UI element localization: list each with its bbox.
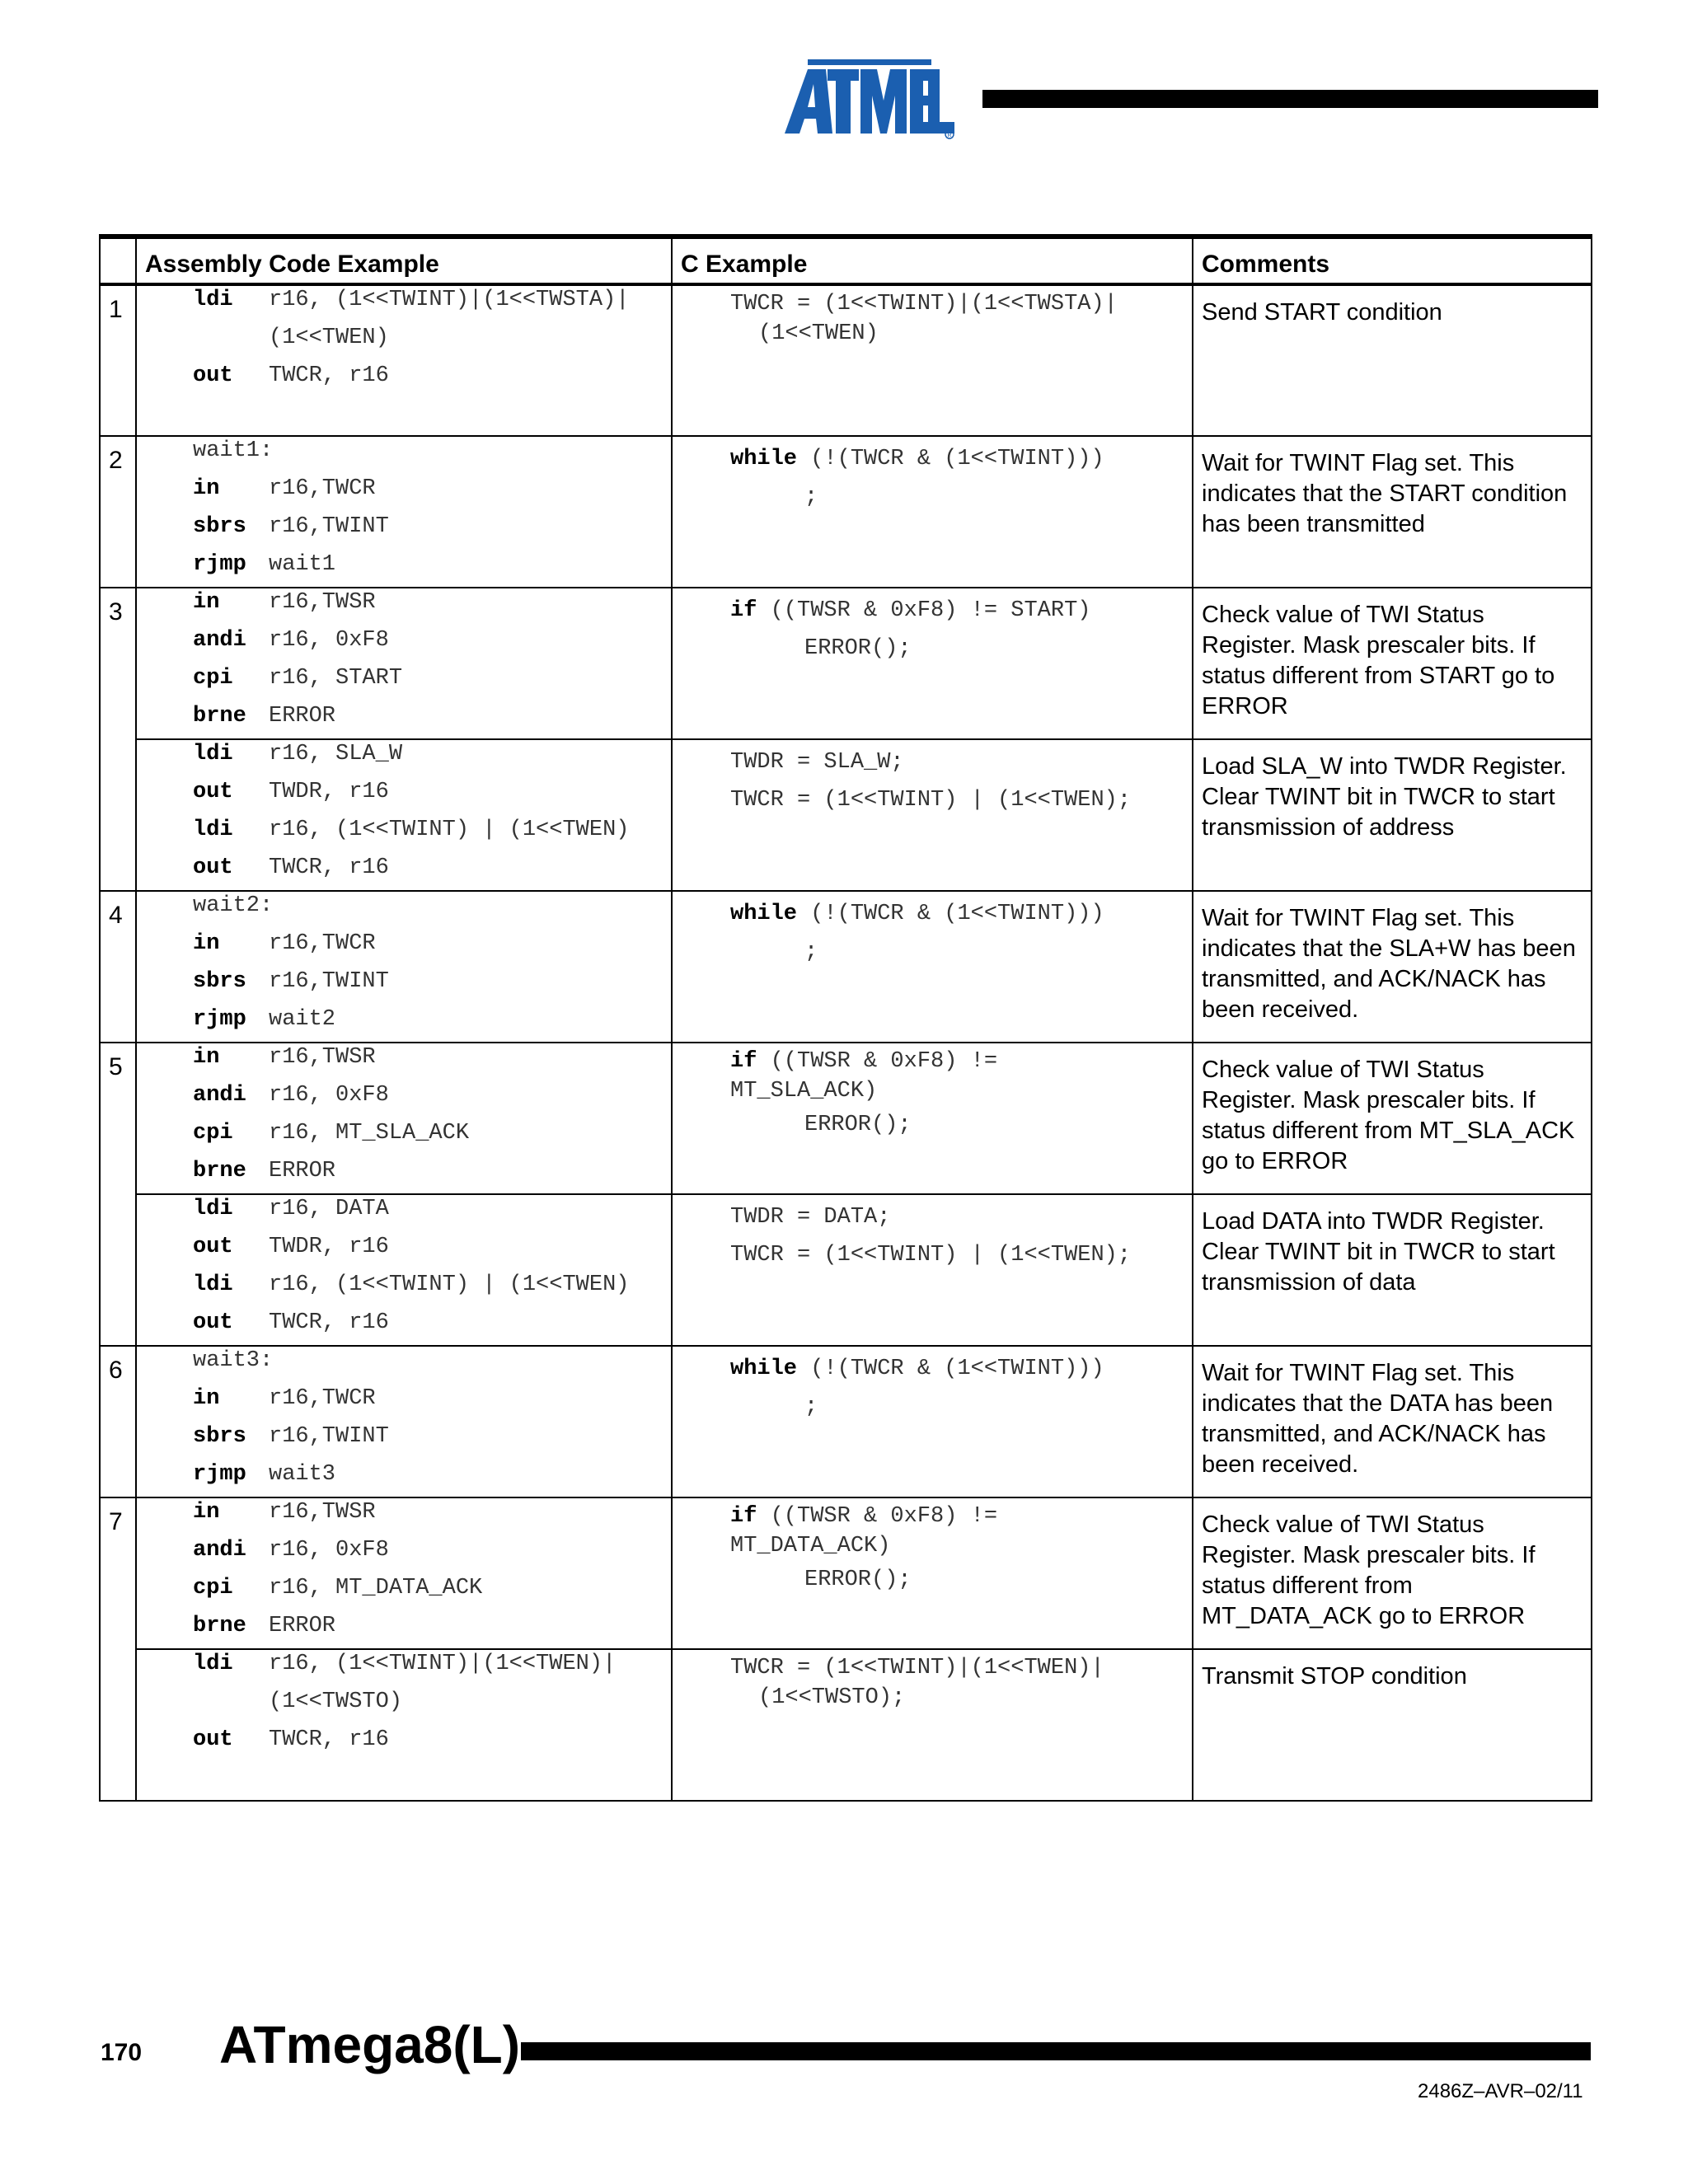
assembly-line xyxy=(137,508,671,546)
document-title: ATmega8(L) xyxy=(219,2015,521,2074)
c-code-line xyxy=(673,1498,1192,1531)
assembly-line xyxy=(137,773,671,811)
assembly-operands: (1<<TWSTO) xyxy=(269,1690,403,1714)
assembly-operands: r16,TWCR xyxy=(269,476,376,501)
c-code-line xyxy=(673,892,1192,933)
assembly-mnemonic: in xyxy=(193,1045,220,1070)
c-code-line xyxy=(673,933,1192,971)
assembly-mnemonic: ldi xyxy=(193,1272,233,1297)
c-keyword: while xyxy=(730,902,798,926)
c-code-text: ; xyxy=(804,940,818,964)
c-code-text: ERROR(); xyxy=(804,636,912,661)
footer-rule xyxy=(521,2042,1591,2060)
assembly-mnemonic: cpi xyxy=(193,1121,233,1146)
c-code-text: (!(TWCR & (1<<TWINT))) xyxy=(797,902,1104,926)
step-number: 2 xyxy=(100,436,136,588)
comment-cell: Wait for TWINT Flag set. This indicates that the SLA+W has been transmitted, and ACK/NACK has been received. xyxy=(1193,891,1592,1043)
step-number: 4 xyxy=(100,891,136,1043)
assembly-line xyxy=(137,1683,671,1721)
assembly-operands: r16, (1<<TWINT) | (1<<TWEN) xyxy=(269,1272,630,1297)
assembly-operands: wait2 xyxy=(269,1007,336,1032)
assembly-mnemonic: in xyxy=(193,476,220,501)
assembly-line xyxy=(137,735,671,773)
c-code-line xyxy=(673,588,1192,630)
assembly-line xyxy=(137,357,671,395)
c-code-cell xyxy=(672,436,1193,588)
step-number: 5 xyxy=(100,1043,136,1194)
assembly-mnemonic: rjmp xyxy=(193,1007,246,1032)
c-code-line xyxy=(673,1650,1192,1683)
assembly-operands: wait1 xyxy=(269,552,336,577)
c-code-text: ; xyxy=(804,1394,818,1419)
assembly-operands: r16, MT_SLA_ACK xyxy=(269,1121,470,1146)
table-row xyxy=(100,1649,1592,1801)
c-code-text: MT_DATA_ACK) xyxy=(730,1534,891,1558)
c-code-text: ERROR(); xyxy=(804,1113,912,1137)
table-row xyxy=(100,1043,1592,1194)
svg-text:R: R xyxy=(947,133,952,138)
document-code: 2486Z–AVR–02/11 xyxy=(1418,2080,1583,2102)
assembly-mnemonic: out xyxy=(193,780,233,804)
assembly-operands: ERROR xyxy=(269,704,336,729)
assembly-line xyxy=(137,319,671,357)
assembly-mnemonic: in xyxy=(193,1386,220,1411)
assembly-mnemonic: ldi xyxy=(193,1197,233,1221)
c-keyword: if xyxy=(730,598,757,623)
table-row xyxy=(100,739,1592,891)
comment-cell: Wait for TWINT Flag set. This indicates that the DATA has been transmitted, and ACK/NACK has been received. xyxy=(1193,1346,1592,1497)
c-keyword: if xyxy=(730,1049,757,1074)
c-code-line xyxy=(673,478,1192,516)
assembly-operands: r16,TWSR xyxy=(269,590,376,615)
assembly-line xyxy=(137,1228,671,1266)
c-keyword: if xyxy=(730,1504,757,1529)
assembly-line xyxy=(137,583,671,621)
c-code-line xyxy=(673,1195,1192,1236)
assembly-code-cell xyxy=(136,284,672,436)
assembly-operands: TWCR, r16 xyxy=(269,1727,389,1752)
assembly-line xyxy=(137,1266,671,1304)
atmel-logo xyxy=(775,58,956,140)
assembly-line xyxy=(137,470,671,508)
comment-cell: Wait for TWINT Flag set. This indicates that the START condition has been transmitted xyxy=(1193,436,1592,588)
step-number xyxy=(100,1649,136,1801)
header-rule xyxy=(982,90,1598,108)
c-code-cell xyxy=(672,1497,1193,1649)
assembly-code-cell xyxy=(136,1649,672,1801)
c-code-line xyxy=(673,1043,1192,1076)
table-row xyxy=(100,1497,1592,1649)
assembly-operands: r16, MT_DATA_ACK xyxy=(269,1576,483,1601)
table-row xyxy=(100,891,1592,1043)
table-row xyxy=(100,588,1592,739)
step-number xyxy=(100,739,136,891)
assembly-code-cell xyxy=(136,588,672,739)
assembly-code-cell xyxy=(136,739,672,891)
c-keyword: while xyxy=(730,1357,798,1381)
c-code-line xyxy=(673,1236,1192,1274)
assembly-operands: ERROR xyxy=(269,1159,336,1183)
c-code-text: TWCR = (1<<TWINT)|(1<<TWEN)| xyxy=(730,1656,1104,1680)
assembly-operands: ERROR xyxy=(269,1614,336,1638)
assembly-line xyxy=(137,963,671,1001)
c-keyword: while xyxy=(730,447,798,471)
step-number: 1 xyxy=(100,284,136,436)
comment-cell: Transmit STOP condition xyxy=(1193,1649,1592,1801)
comment-cell: Check value of TWI Status Register. Mask prescaler bits. If status different from START go to ERROR xyxy=(1193,588,1592,739)
assembly-label: wait3: xyxy=(193,1348,274,1373)
assembly-operands: wait3 xyxy=(269,1462,336,1487)
c-code-text: TWCR = (1<<TWINT) | (1<<TWEN); xyxy=(730,1243,1132,1268)
c-code-text: (!(TWCR & (1<<TWINT))) xyxy=(797,1357,1104,1381)
assembly-line xyxy=(137,1114,671,1152)
c-code-text: (1<<TWEN) xyxy=(758,321,879,346)
header-c: C Example xyxy=(672,237,1193,284)
assembly-mnemonic: cpi xyxy=(193,1576,233,1601)
assembly-code-cell xyxy=(136,1346,672,1497)
assembly-line xyxy=(137,1418,671,1455)
assembly-line xyxy=(137,621,671,659)
assembly-mnemonic: out xyxy=(193,1310,233,1335)
assembly-line xyxy=(137,281,671,319)
assembly-operands: TWCR, r16 xyxy=(269,363,389,388)
c-code-text: (1<<TWSTO); xyxy=(758,1685,906,1710)
c-code-cell xyxy=(672,891,1193,1043)
comment-cell: Check value of TWI Status Register. Mask prescaler bits. If status different from MT_SLA_ACK go to ERROR xyxy=(1193,1043,1592,1194)
assembly-mnemonic: rjmp xyxy=(193,552,246,577)
assembly-line xyxy=(137,1569,671,1607)
c-code-text: (!(TWCR & (1<<TWINT))) xyxy=(797,447,1104,471)
assembly-operands: r16,TWCR xyxy=(269,931,376,956)
c-code-cell xyxy=(672,588,1193,739)
c-code-line xyxy=(673,1561,1192,1599)
assembly-line xyxy=(137,887,671,925)
assembly-mnemonic: andi xyxy=(193,1083,246,1108)
c-code-cell xyxy=(672,1346,1193,1497)
twi-code-table xyxy=(99,234,1592,1802)
assembly-operands: TWDR, r16 xyxy=(269,780,389,804)
comment-cell: Send START condition xyxy=(1193,284,1592,436)
step-number: 7 xyxy=(100,1497,136,1649)
assembly-line xyxy=(137,1038,671,1076)
assembly-line xyxy=(137,1076,671,1114)
assembly-operands: r16,TWSR xyxy=(269,1500,376,1525)
assembly-mnemonic: in xyxy=(193,1500,220,1525)
c-code-line xyxy=(673,1388,1192,1426)
assembly-mnemonic: out xyxy=(193,855,233,880)
c-code-text: ((TWSR & 0xF8) != xyxy=(757,1049,998,1074)
c-code-cell xyxy=(672,1194,1193,1346)
assembly-operands: (1<<TWEN) xyxy=(269,326,389,350)
assembly-line xyxy=(137,1304,671,1342)
c-code-line xyxy=(673,740,1192,781)
c-code-text: ERROR(); xyxy=(804,1568,912,1592)
assembly-line xyxy=(137,1001,671,1038)
assembly-mnemonic: brne xyxy=(193,1159,246,1183)
assembly-line xyxy=(137,925,671,963)
header-step xyxy=(100,237,136,284)
assembly-mnemonic: sbrs xyxy=(193,514,246,539)
assembly-line xyxy=(137,1645,671,1683)
assembly-operands: r16,TWINT xyxy=(269,514,389,539)
assembly-code-cell xyxy=(136,891,672,1043)
assembly-operands: r16, 0xF8 xyxy=(269,628,389,653)
comment-cell: Load DATA into TWDR Register. Clear TWINT bit in TWCR to start transmission of data xyxy=(1193,1194,1592,1346)
comment-cell: Check value of TWI Status Register. Mask prescaler bits. If status different from MT_DATA_ACK go to ERROR xyxy=(1193,1497,1592,1649)
table-header-row xyxy=(100,237,1592,284)
c-code-cell xyxy=(672,284,1193,436)
assembly-mnemonic: rjmp xyxy=(193,1462,246,1487)
assembly-mnemonic: andi xyxy=(193,628,246,653)
assembly-line xyxy=(137,1342,671,1380)
assembly-operands: r16, START xyxy=(269,666,403,691)
assembly-operands: r16, (1<<TWINT)|(1<<TWSTA)| xyxy=(269,288,630,312)
assembly-mnemonic: brne xyxy=(193,1614,246,1638)
assembly-mnemonic: andi xyxy=(193,1538,246,1563)
assembly-line xyxy=(137,546,671,583)
table-row xyxy=(100,284,1592,436)
assembly-line xyxy=(137,1721,671,1759)
assembly-operands: r16, (1<<TWINT)|(1<<TWEN)| xyxy=(269,1652,617,1676)
assembly-mnemonic: cpi xyxy=(193,666,233,691)
c-code-line xyxy=(673,1683,1192,1713)
assembly-code-cell xyxy=(136,1043,672,1194)
c-code-line xyxy=(673,1347,1192,1388)
assembly-line xyxy=(137,1455,671,1493)
assembly-operands: r16,TWINT xyxy=(269,969,389,994)
assembly-line xyxy=(137,1607,671,1645)
c-code-line xyxy=(673,781,1192,819)
assembly-mnemonic: in xyxy=(193,931,220,956)
assembly-mnemonic: brne xyxy=(193,704,246,729)
c-code-text: ((TWSR & 0xF8) != xyxy=(757,1504,998,1529)
assembly-label: wait1: xyxy=(193,438,274,463)
assembly-line xyxy=(137,432,671,470)
assembly-label: wait2: xyxy=(193,893,274,918)
assembly-operands: r16,TWCR xyxy=(269,1386,376,1411)
assembly-line xyxy=(137,1152,671,1190)
step-number: 3 xyxy=(100,588,136,739)
c-code-text: ((TWSR & 0xF8) != START) xyxy=(757,598,1091,623)
assembly-code-cell xyxy=(136,436,672,588)
c-code-line xyxy=(673,1106,1192,1144)
c-code-cell xyxy=(672,1649,1193,1801)
c-code-line xyxy=(673,1076,1192,1106)
table-row xyxy=(100,1194,1592,1346)
assembly-code-cell xyxy=(136,1194,672,1346)
c-code-text: ; xyxy=(804,485,818,509)
assembly-operands: r16,TWSR xyxy=(269,1045,376,1070)
assembly-operands: r16, 0xF8 xyxy=(269,1538,389,1563)
page-number: 170 xyxy=(101,2039,143,2066)
assembly-mnemonic: sbrs xyxy=(193,1424,246,1449)
assembly-line xyxy=(137,659,671,697)
assembly-line xyxy=(137,849,671,887)
assembly-operands: r16, SLA_W xyxy=(269,742,403,766)
comment-cell: Load SLA_W into TWDR Register. Clear TWINT bit in TWCR to start transmission of address xyxy=(1193,739,1592,891)
table-row xyxy=(100,436,1592,588)
assembly-operands: TWCR, r16 xyxy=(269,1310,389,1335)
assembly-mnemonic: out xyxy=(193,1727,233,1752)
assembly-code-cell xyxy=(136,1497,672,1649)
c-code-line xyxy=(673,630,1192,668)
assembly-operands: TWCR, r16 xyxy=(269,855,389,880)
assembly-mnemonic: out xyxy=(193,1235,233,1259)
c-code-line xyxy=(673,319,1192,349)
assembly-mnemonic: ldi xyxy=(193,288,233,312)
c-code-cell xyxy=(672,1043,1193,1194)
assembly-line xyxy=(137,811,671,849)
assembly-operands: r16, DATA xyxy=(269,1197,389,1221)
c-code-line xyxy=(673,286,1192,319)
assembly-operands: r16,TWINT xyxy=(269,1424,389,1449)
c-code-text: TWDR = DATA; xyxy=(730,1205,891,1230)
assembly-mnemonic: sbrs xyxy=(193,969,246,994)
table-row xyxy=(100,1346,1592,1497)
assembly-line xyxy=(137,1190,671,1228)
assembly-line xyxy=(137,697,671,735)
assembly-mnemonic: out xyxy=(193,363,233,388)
assembly-mnemonic: ldi xyxy=(193,818,233,842)
c-code-line xyxy=(673,1531,1192,1561)
assembly-operands: r16, (1<<TWINT) | (1<<TWEN) xyxy=(269,818,630,842)
assembly-mnemonic: in xyxy=(193,590,220,615)
assembly-line xyxy=(137,1531,671,1569)
c-code-cell xyxy=(672,739,1193,891)
step-number: 6 xyxy=(100,1346,136,1497)
assembly-mnemonic: ldi xyxy=(193,1652,233,1676)
c-code-line xyxy=(673,437,1192,478)
assembly-line xyxy=(137,1380,671,1418)
assembly-operands: TWDR, r16 xyxy=(269,1235,389,1259)
c-code-text: TWCR = (1<<TWINT)|(1<<TWSTA)| xyxy=(730,292,1118,316)
c-code-text: TWCR = (1<<TWINT) | (1<<TWEN); xyxy=(730,788,1132,813)
assembly-mnemonic: ldi xyxy=(193,742,233,766)
c-code-text: MT_SLA_ACK) xyxy=(730,1079,878,1104)
assembly-operands: r16, 0xF8 xyxy=(269,1083,389,1108)
assembly-line xyxy=(137,1493,671,1531)
header-comments: Comments xyxy=(1193,237,1592,284)
step-number xyxy=(100,1194,136,1346)
c-code-text: TWDR = SLA_W; xyxy=(730,750,904,775)
header-assembly: Assembly Code Example xyxy=(136,237,672,284)
